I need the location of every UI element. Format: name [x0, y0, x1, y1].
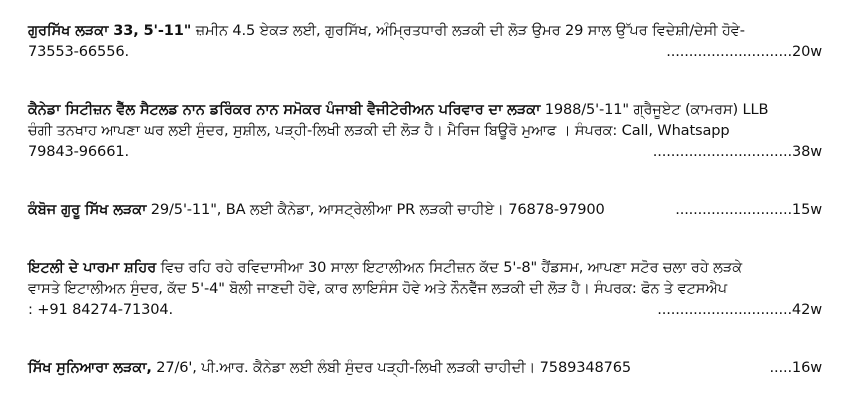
ad-line [28, 20, 822, 41]
ad-text: 1988/5'-11" ਗ੍ਰੈਜੂਏਟ (ਕਾਮਰਸ) LLB [540, 101, 769, 118]
ad-line [28, 257, 822, 278]
ad-heading: ਇਟਲੀ ਦੇ ਪਾਰਮਾ ਸ਼ਹਿਰ [28, 259, 157, 276]
classified-ad-3 [28, 199, 822, 220]
ad-heading: ਗੁਰਸਿੱਖ ਲੜਕਾ 33, 5'-11" [28, 22, 192, 39]
ad-text: 79843-96661. [28, 143, 129, 160]
ad-code: ..............................42w [657, 301, 822, 318]
classified-ad-2 [28, 99, 822, 162]
classified-ad-4 [28, 257, 822, 320]
ad-code: .....16w [769, 359, 822, 376]
ad-heading: ਕੈਨੇਡਾ ਸਿਟੀਜ਼ਨ ਵੈੱਲ ਸੈਟਲਡ ਨਾਨ ਡਰਿੰਕਰ ਨਾਨ ਸਮੋਕਰ ਪੰਜਾਬੀ ਵੈਜੀਟੇਰੀਅਨ ਪਰਿਵਾਰ ਦਾ ਲੜਕਾ [28, 101, 541, 118]
ad-heading: ਸਿੱਖ ਸੁਨਿਆਰਾ ਲੜਕਾ, [28, 359, 152, 376]
ad-text: 27/6', ਪੀ.ਆਰ. ਕੈਨੇਡਾ ਲਈ ਲੰਬੀ ਸੁੰਦਰ ਪੜ੍ਹੀ-ਲਿਖੀ ਲੜਕੀ ਚਾਹੀਦੀ। 7589348765 [151, 359, 632, 376]
ad-text: 29/5'-11", BA ਲਈ ਕੈਨੇਡਾ, ਆਸਟ੍ਰੇਲੀਆ PR ਲੜਕੀ ਚਾਹੀਏ। 76878-97900 [146, 201, 605, 218]
ad-text: 73553-66556. [28, 43, 129, 60]
classified-ad-1 [28, 20, 822, 62]
ad-text: ਵਿਚ ਰਹਿ ਰਹੇ ਰਵਿਦਾਸੀਆ 30 ਸਾਲਾ ਇਟਾਲੀਅਨ ਸਿਟੀਜ਼ਨ ਕੱਦ 5'-8" ਹੈਂਡਸਮ, ਆਪਣਾ ਸਟੋਰ ਚਲਾ ਰਹੇ ਲੜਕੇ [156, 259, 743, 276]
ad-text: ਜ਼ਮੀਨ 4.5 ਏਕੜ ਲਈ, ਗੁਰਸਿੱਖ, ਅੰਮ੍ਰਿਤਧਾਰੀ ਲੜਕੀ ਦੀ ਲੋੜ ਉਮਰ 29 ਸਾਲ ਉੱਪਰ ਵਿਦੇਸ਼ੀ/ਦੇਸੀ ਹੋਵੇ- [191, 22, 745, 39]
classified-ad-5 [28, 357, 822, 378]
ad-line [28, 357, 822, 378]
ad-line [28, 278, 822, 299]
ad-text: : +91 84274-71304. [28, 301, 174, 318]
ad-heading: ਕੰਬੋਜ ਗੁਰੂ ਸਿੱਖ ਲੜਕਾ [28, 201, 147, 218]
ad-text: ਵਾਸਤੇ ਇਟਾਲੀਅਨ ਸੁੰਦਰ, ਕੱਦ 5'-4" ਬੋਲੀ ਜਾਣਦੀ ਹੋਵੇ, ਕਾਰ ਲਾਇਸੰਸ ਹੋਵੇ ਅਤੇ ਨੌਨਵੈੱਜ ਲੜਕੀ ਦੀ ਲੋੜ ਹੈ। ਸੰਪਰਕ: ਫੋਨ ਤੇ ਵਟਸਐਪ [28, 280, 727, 297]
ad-code: ...............................38w [652, 143, 822, 160]
ad-line [28, 120, 822, 141]
ad-code: ..........................15w [675, 201, 822, 218]
ad-code: ............................20w [666, 43, 822, 60]
ad-text: ਚੰਗੀ ਤਨਖਾਹ ਆਪਣਾ ਘਰ ਲਈ ਸੁੰਦਰ, ਸੁਸ਼ੀਲ, ਪੜ੍ਹੀ-ਲਿਖੀ ਲੜਕੀ ਦੀ ਲੋੜ ਹੈ। ਮੈਰਿਜ ਬਿਊਰੋ ਮੁਆਫ । ਸੰਪਰਕ: Call, Whatsapp [28, 122, 730, 139]
ad-line [28, 99, 822, 120]
